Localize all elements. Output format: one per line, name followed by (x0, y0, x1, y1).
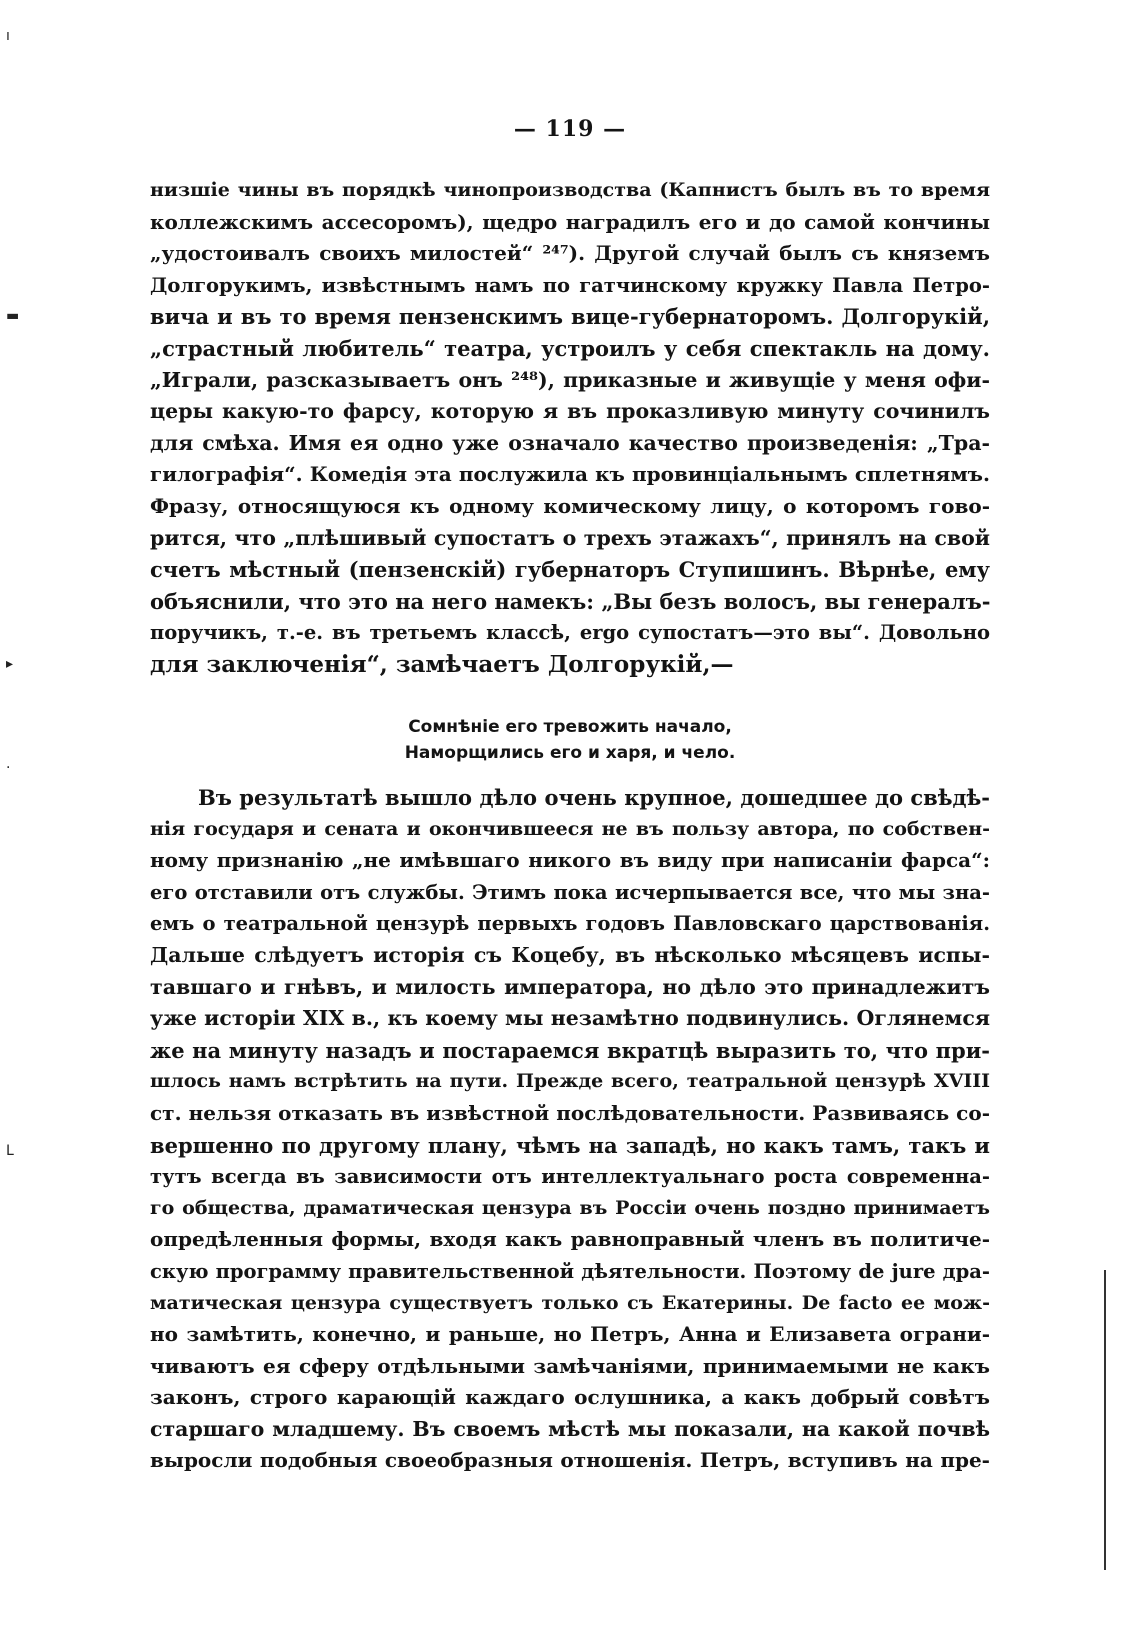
verse-line: Сомнѣніе его тревожить начало, (408, 717, 732, 737)
text-line: счетъ мѣстный (пензенскій) губернаторъ Ступишинъ. Вѣрнѣе, ему (150, 557, 990, 583)
text-line: тавшаго и гнѣвъ, и милость императора, но дѣло это принадлежитъ (150, 974, 990, 999)
paragraph-2 (150, 782, 990, 1477)
text-line: чиваютъ ея сферу отдѣльными замѣчаніями, принимаемыми не какъ (150, 1353, 990, 1378)
text-line: законъ, строго карающій каждаго ослушника, а какъ добрый совѣтъ (150, 1385, 990, 1410)
text-line: но замѣтить, конечно, и раньше, но Петръ, Анна и Елизавета ограни- (150, 1322, 990, 1347)
text-line: для смѣха. Имя ея одно уже означало качество произведенія: „Тра- (150, 430, 990, 455)
text-line: уже исторіи XIX в., къ коему мы незамѣтно подвинулись. Оглянемся (150, 1006, 990, 1031)
scan-mark: · (6, 760, 11, 776)
verse-line: Наморщились его и харя, и чело. (404, 743, 736, 763)
text-line: церы какую-то фарсу, которую я въ проказливую минуту сочинилъ (150, 399, 990, 424)
scan-mark: ▸ (6, 656, 14, 672)
text-line: старшаго младшему. Въ своемъ мѣстѣ мы показали, на какой почвѣ (150, 1416, 990, 1441)
text-line: вича и въ то время пензенскимъ вице-губернаторомъ. Долгорукій, (150, 304, 990, 330)
text-line: емъ о театральной цензурѣ первыхъ годовъ Павловскаго царствованія. (150, 912, 990, 936)
text-line: го общества, драматическая цензура въ Россіи очень поздно принимаетъ (150, 1196, 990, 1219)
text-line: матическая цензура существуетъ только съ Екатерины. De facto ее мож- (150, 1291, 990, 1314)
paragraph-1 (150, 175, 990, 681)
page-number: — 119 — (513, 116, 627, 142)
scan-mark: ▬ (6, 308, 20, 324)
text-line: „страстный любитель“ театра, устроилъ у себя спектакль на дому. (150, 335, 990, 361)
verse-quote (0, 714, 1140, 766)
text-line: нія государя и сената и окончившееся не въ пользу автора, по собствен- (150, 817, 990, 840)
text-line: Въ результатѣ вышло дѣло очень крупное, дошедшее до свѣдѣ- (198, 785, 990, 810)
scan-edge-line (1104, 1270, 1106, 1570)
text-line: шлось намъ встрѣтить на пути. Прежде всего, театральной цензурѣ XVIII (150, 1070, 990, 1093)
text-line: коллежскимъ ассесоромъ), щедро наградилъ его и до самой кончины (150, 209, 990, 234)
scan-mark: ı (6, 28, 10, 44)
text-line: Долгорукимъ, извѣстнымъ намъ по гатчинскому кружку Павла Петро- (150, 273, 990, 297)
text-line: тутъ всегда въ зависимости отъ интеллектуальнаго роста современна- (150, 1165, 990, 1189)
text-line: для заключенія“, замѣчаетъ Долгорукій,— (150, 650, 734, 678)
text-line: ст. нельзя отказать въ извѣстной послѣдовательности. Развиваясь со- (150, 1100, 990, 1125)
text-line: гилографія“. Комедія эта послужила къ провинціальнымъ сплетнямъ. (150, 462, 990, 487)
text-line: выросли подобныя своеобразныя отношенія. Петръ, вступивъ на пре- (150, 1448, 990, 1473)
text-line: поручикъ, т.-е. въ третьемъ классѣ, ergo супостатъ—это вы“. Довольно (150, 621, 990, 645)
text-line: его отставили отъ службы. Этимъ пока исчерпывается все, что мы зна- (150, 880, 990, 904)
text-line: Дальше слѣдуетъ исторія съ Коцебу, въ нѣсколько мѣсяцевъ испы- (150, 942, 990, 967)
text-line: скую программу правительственной дѣятельности. Поэтому de jure дра- (150, 1259, 990, 1283)
text-line: же на минуту назадъ и постараемся вкратцѣ выразить то, что при- (150, 1037, 990, 1063)
text-line: вершенно по другому плану, чѣмъ на западѣ, но какъ тамъ, такъ и (150, 1132, 990, 1158)
text-line: Фразу, относящуюся къ одному комическому лицу, о которомъ гово- (150, 493, 990, 518)
text-line: объяснили, что это на него намекъ: „Вы безъ волосъ, вы генералъ- (150, 588, 991, 614)
text-line: рится, что „плѣшивый супостатъ о трехъ этажахъ“, принялъ на свой (150, 525, 990, 550)
text-line: опредѣленныя формы, входя какъ равноправный членъ въ политиче- (150, 1227, 990, 1252)
text-line: низшіе чины въ порядкѣ чинопроизводства (Капнистъ былъ въ то время (150, 179, 990, 201)
text-line: „Играли, разсказываетъ онъ ²⁴⁸), приказные и живущіе у меня офи- (150, 367, 990, 392)
text-line: „удостоивалъ своихъ милостей“ ²⁴⁷). Другой случай былъ съ княземъ (150, 241, 990, 266)
scan-mark: ᒪ (6, 1143, 14, 1159)
text-line: ному признанію „не имѣвшаго никого въ виду при написаніи фарса“: (150, 848, 990, 873)
